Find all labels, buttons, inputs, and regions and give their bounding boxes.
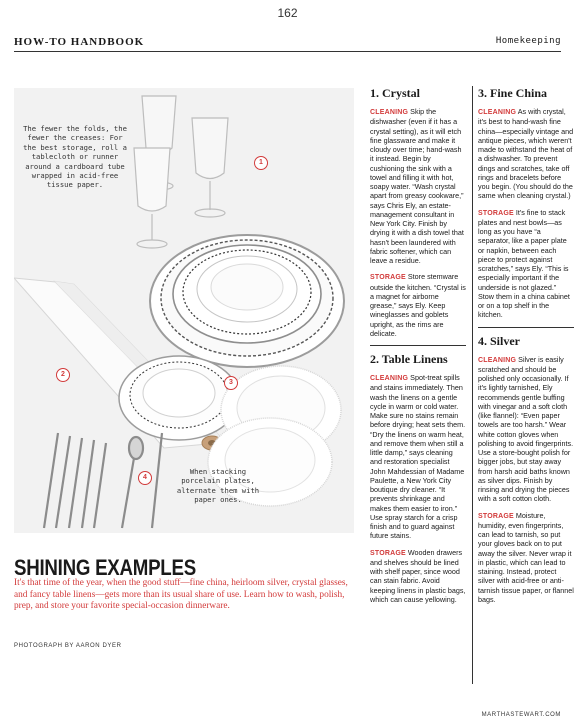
accent-plate <box>119 356 239 440</box>
section-title: 1. Crystal <box>370 86 420 100</box>
storage-text: It's fine to stack plates and nest bowls—as long as you have “a separator, like a paper plate or napkin, between each piece to protect against scratches,” says Ely. “This is especially important if the underside is not glazed.” Stow them in a china cabinet or on a top shelf in the kitchen. <box>478 207 570 320</box>
storage-text: Moisture, humidity, even fingerprints, can lead to tarnish, so put your gloves back on to put away the silver. Never wrap it in plastic, which can lead to staining. Instead, protect silver with acid-free or anti-tarnish tissue paper, or flannel bags. <box>478 510 574 604</box>
column-right <box>478 86 574 611</box>
cleaning-label: CLEANING <box>478 356 517 364</box>
section-crystal <box>370 86 466 338</box>
cleaning-label: CLEANING <box>478 109 517 116</box>
storage-label: STORAGE <box>478 512 514 520</box>
cleaning-text: Spot-treat spills and stains immediately. Then wash the linens on a gentle cycle in warm or cold water. Make sure no stains remain before drying; heat sets them. “Dry the linens on warm heat, and remove them when still a little damp,” says cleaning and restoration specialist John Mahdessian of Madame Paulette, a New York City boutique dry cleaner. “It prevents shrinkage and makes them easier to iron.” Use spray starch for a crisp finish and to guard against future stains. <box>370 373 466 541</box>
department-label: Homekeeping <box>495 36 561 46</box>
section-linens <box>370 352 466 604</box>
section-china <box>478 86 574 320</box>
photo-credit: PHOTOGRAPH BY AARON DYER <box>14 643 122 649</box>
page-number: 162 <box>277 6 298 20</box>
callout-4: 4 <box>138 471 152 485</box>
article-dek: It's that time of the year, when the good stuff—fine china, heirloom silver, crystal glasses, and fancy table linens—gets more than its usual share of use. Learn how to wash, polish, prep, and store your favorite special-occasion dinnerware. <box>14 578 348 612</box>
storage-text: Store stemware outside the kitchen. “Crystal is a magnet for airborne grease,” says Ely. Keep wineglasses and goblets upright, as the rims are delicate. <box>370 272 466 338</box>
section-silver <box>478 334 574 605</box>
caption-folds: The fewer the folds, the fewer the creases: For the best storage, roll a tablecloth or runner around a cardboard tube wrapped in acid-free tissue paper. <box>23 124 127 190</box>
storage-label: STORAGE <box>478 209 514 217</box>
crystal-glasses <box>134 96 228 248</box>
caption-stacking: When stacking porcelain plates, alternate them with paper ones. <box>176 467 260 505</box>
cleaning-text: As with crystal, it's best to hand-wash fine china—especially vintage and antique pieces, which weren't made to withstand the heat of a dishwasher. To prevent dings and scratches, take off rings and bracelets before you begin. (You should do the same when cleaning crystal.) <box>478 107 574 201</box>
cleaning-text: Skip the dishwasher (even if it has a crystal setting), as it will etch fine glassware and make it cloudy over time; hand-wash it instead. Begin by cushioning the sink with a towel and filling it with hot, soapy water. “Wash crystal apart from greasy cookware,” says Chris Ely, an estate-management consultant in New York City. Finish by drying it with a dish towel that hasn't been laundered with fabric softener, which can leave a residue. <box>370 107 464 265</box>
callout-3: 3 <box>224 376 238 390</box>
cleaning-text: Silver is easily scratched and should be polished only occasionally. If it's lightly tarnished, Ely recommends gentle buffing with vinegar and a soft cloth (like flannel): “Even paper towels are too harsh.” Wear white cotton gloves when polishing to avoid fingerprints. Use a store-bought polish for bigger jobs, but stay away from harsh acid baths known as silver dips. Finish by rinsing and drying the pieces with a soft cotton cloth. <box>478 354 574 504</box>
callout-2: 2 <box>56 368 70 382</box>
section-title: 2. Table Linens <box>370 352 448 366</box>
section-rule <box>370 345 466 346</box>
section-title: 4. Silver <box>478 333 520 348</box>
section-title: 3. Fine China <box>478 86 548 100</box>
cleaning-label: CLEANING <box>370 109 409 116</box>
footer-url: MARTHASTEWART.COM <box>481 712 561 718</box>
header-rule <box>14 51 561 52</box>
column-left <box>370 86 466 611</box>
article-headline: SHINING EXAMPLES <box>14 555 196 580</box>
storage-label: STORAGE <box>370 274 406 282</box>
cleaning-label: CLEANING <box>370 375 409 382</box>
section-rule <box>478 327 574 328</box>
storage-text: Wooden drawers and shelves should be lined with shelf paper, since wood can stain fabric. Avoid keeping linens in plastic bags, which can cause yellowing. <box>370 547 466 604</box>
column-divider <box>472 86 473 684</box>
callout-1: 1 <box>254 156 268 170</box>
plate-stack <box>150 235 344 367</box>
storage-label: STORAGE <box>370 549 406 557</box>
section-label: HOW-TO HANDBOOK <box>14 36 145 48</box>
